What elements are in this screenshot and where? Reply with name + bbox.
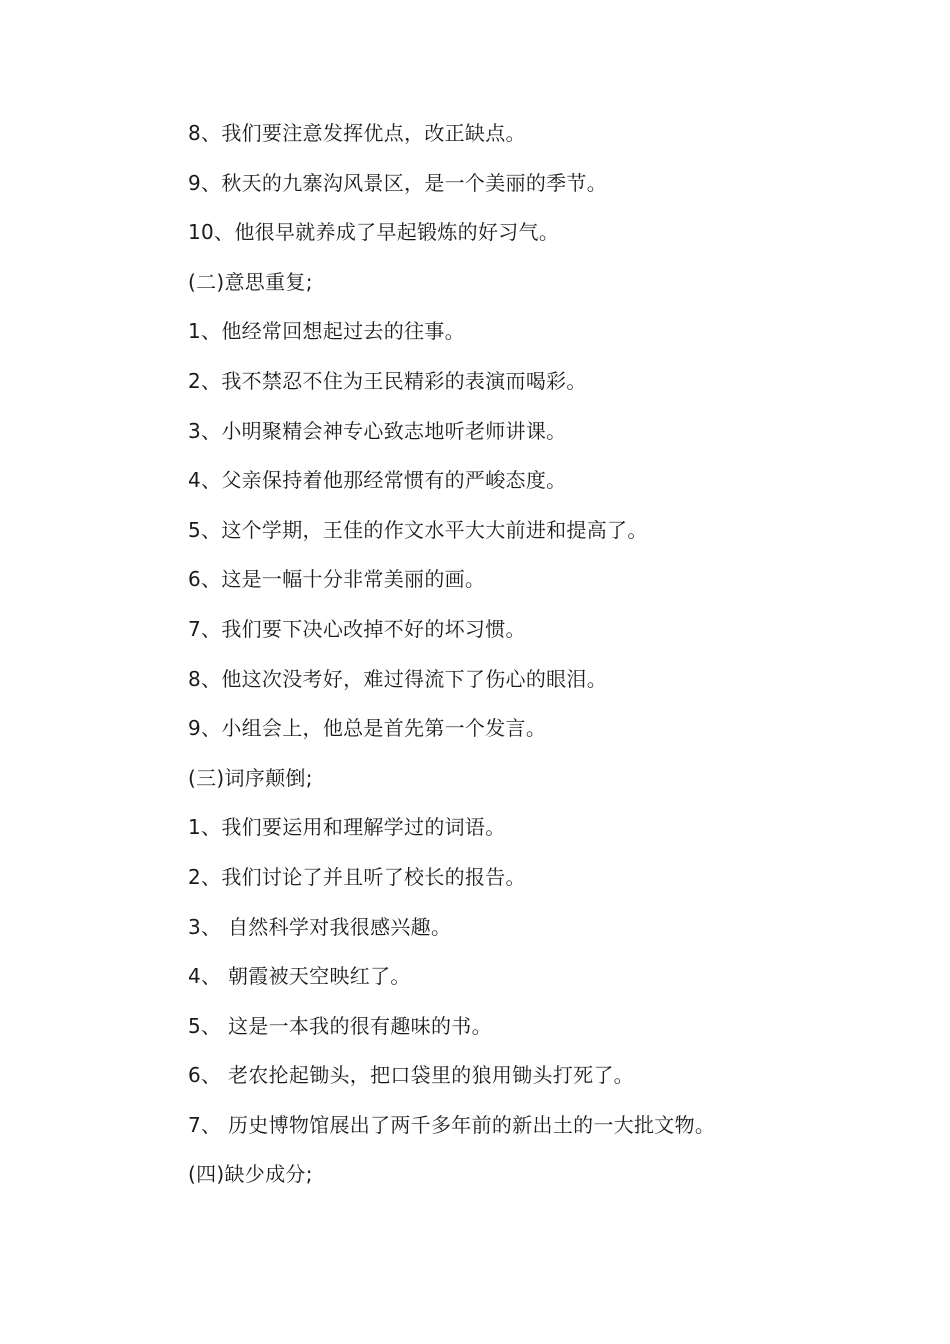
text-line: 1、我们要运用和理解学过的词语。 bbox=[188, 815, 506, 840]
text-line: 3、 自然科学对我很感兴趣。 bbox=[188, 914, 452, 939]
text-line: 10、他很早就养成了早起锻炼的好习气。 bbox=[188, 220, 560, 245]
text-line: 7、 历史博物馆展出了两千多年前的新出土的一大批文物。 bbox=[188, 1112, 716, 1137]
section-heading: (二)意思重复; bbox=[188, 269, 313, 294]
text-line: 5、 这是一本我的很有趣味的书。 bbox=[188, 1013, 492, 1038]
text-line: 2、我不禁忍不住为王民精彩的表演而喝彩。 bbox=[188, 368, 587, 393]
text-line: 5、这个学期，王佳的作文水平大大前进和提高了。 bbox=[188, 517, 648, 542]
text-line: 8、我们要注意发挥优点，改正缺点。 bbox=[188, 121, 526, 145]
document-body bbox=[188, 115, 888, 1206]
text-line: 7、我们要下决心改掉不好的坏习惯。 bbox=[188, 616, 526, 641]
text-line: 4、父亲保持着他那经常惯有的严峻态度。 bbox=[188, 468, 567, 493]
text-line: 9、小组会上，他总是首先第一个发言。 bbox=[188, 716, 547, 741]
text-line: 9、秋天的九寨沟风景区，是一个美丽的季节。 bbox=[188, 170, 608, 195]
section-heading: (三)词序颠倒; bbox=[188, 765, 313, 790]
text-line: 3、小明聚精会神专心致志地听老师讲课。 bbox=[188, 418, 567, 443]
text-line: 4、 朝霞被天空映红了。 bbox=[188, 964, 411, 989]
text-line: 6、这是一幅十分非常美丽的画。 bbox=[188, 567, 486, 592]
text-line: 6、 老农抡起锄头，把口袋里的狼用锄头打死了。 bbox=[188, 1063, 634, 1088]
text-line: 2、我们讨论了并且听了校长的报告。 bbox=[188, 864, 526, 889]
text-line: 8、他这次没考好，难过得流下了伤心的眼泪。 bbox=[188, 666, 608, 691]
section-heading: (四)缺少成分; bbox=[188, 1162, 313, 1187]
text-line: 1、他经常回想起过去的往事。 bbox=[188, 319, 465, 344]
